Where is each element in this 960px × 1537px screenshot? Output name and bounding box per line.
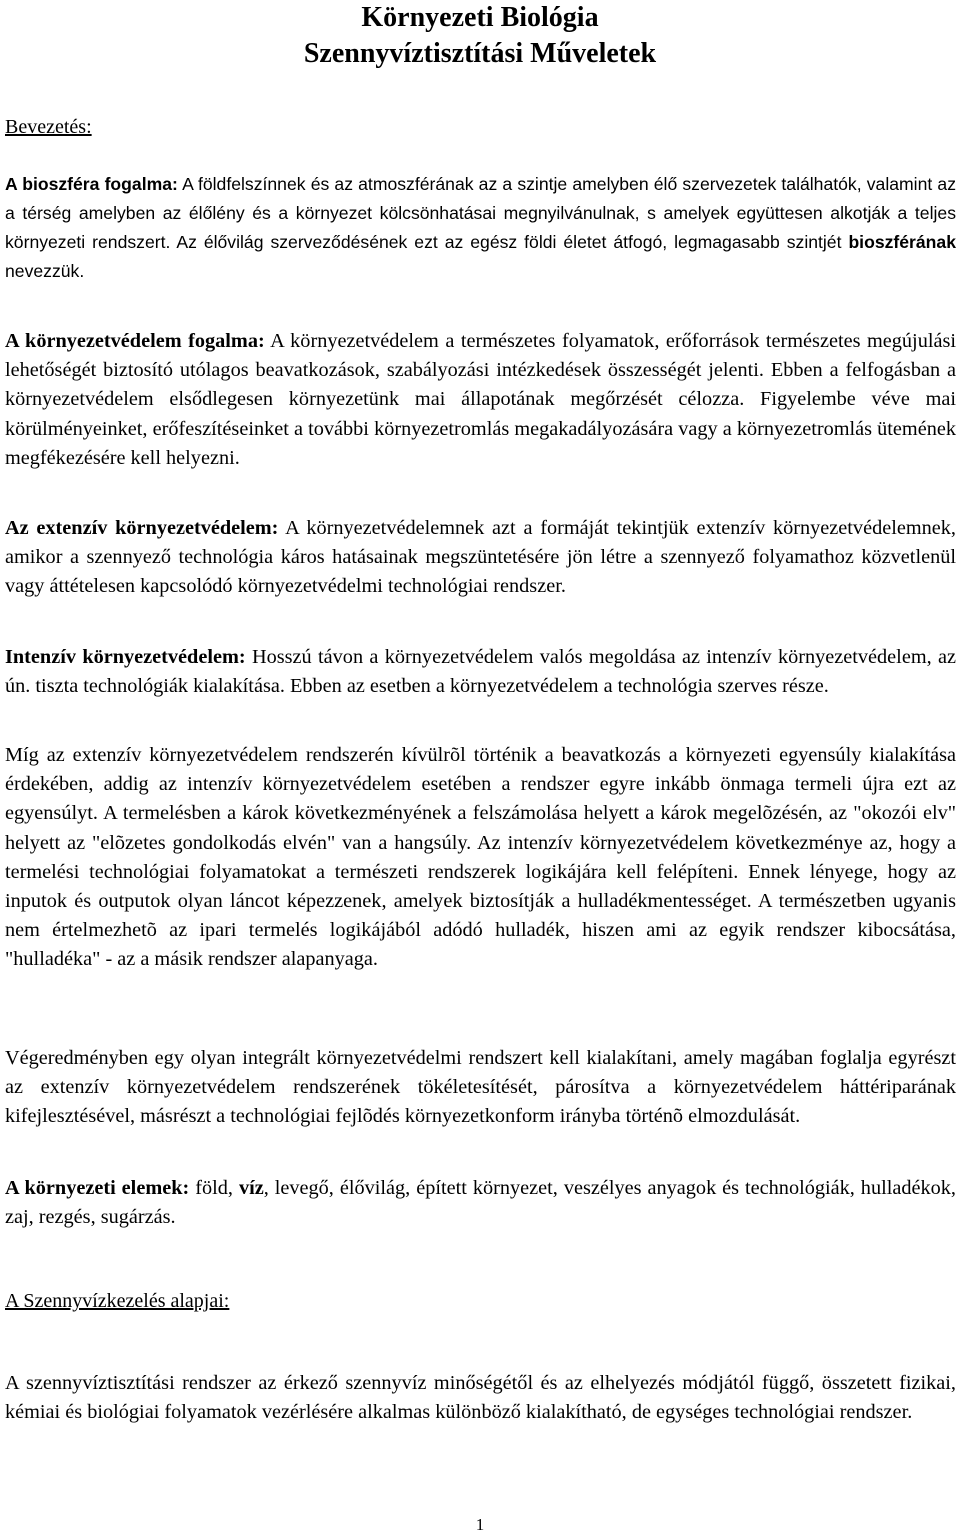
extensive-text: A környezetvédelemnek azt a formáját tekintjük extenzív környezetvédelemnek, amikor a szennyező technológia káros hatásainak megszüntetésére jön létre a szennyező folyamathoz közvetlenül vagy áttételesen kapcsolódó környezetvédelmi technológiai rendszer.	[5, 517, 956, 598]
biosphere-text-2: nevezzük.	[5, 261, 85, 281]
wastewater-paragraph	[5, 1369, 956, 1427]
wastewater-heading: A Szennyvízkezelés alapjai:	[5, 1290, 230, 1312]
biosphere-paragraph	[5, 170, 956, 286]
elements-bold-word: víz	[238, 1177, 264, 1199]
biosphere-bold-word: bioszférának	[848, 232, 956, 252]
wastewater-text: A szennyvíztisztítási rendszer az érkező szennyvíz minőségétől és az elhelyezés módjától függő, összetett fizikai, kémiai és biológiai folyamatok vezérlésére alkalmas különböző kialakítható, de egységes technológiai rendszer.	[5, 1372, 956, 1424]
intensive-paragraph	[5, 643, 956, 701]
extensive-paragraph	[5, 514, 956, 602]
biosphere-text-1: A földfelszínnek és az atmoszférának az a szintje amelyben élő szervezetek találhatók, valamint az a térség amelyben az élőlény és a környezet kölcsönhatásai megnyilvánulnak, s amelyek együttesen alkotják a teljes környezeti rendszert. Az élővilág szerveződésének ezt az egész földi életet átfogó, legmagasabb szintjét	[5, 174, 956, 252]
page-number: 1	[475, 1515, 485, 1534]
intensive-text: Hosszú távon a környezetvédelem valós megoldása az intenzív környezetvédelem, az ún. tiszta technológiák kialakítása. Ebben az esetben a környezetvédelem a technológia szerves része.	[5, 646, 957, 698]
env-protection-text: A környezetvédelem a természetes folyamatok, erőforrások természetes megújulási lehetőségét biztosító utólagos beavatkozások, szabályozási intézkedések összességét jelenti. Ebben a felfogásban a környezetvédelem elsődlegesen környezetünk mai állapotának megőrzését célozza. Figyelembe véve mai körülményeinket, erőfeszítéseinket a további környezetromlás megakadályozására vagy a környezetromlás ütemének megfékezésére kell helyezni.	[5, 330, 956, 469]
env-protection-paragraph	[5, 327, 956, 473]
extensive-term: Az extenzív környezetvédelem:	[5, 517, 279, 539]
document-title: Környezeti Biológia	[361, 2, 599, 33]
intro-heading: Bevezetés:	[5, 116, 92, 138]
elements-term: A környezeti elemek:	[5, 1177, 190, 1199]
conclusion-text: Végeredményben egy olyan integrált környezetvédelmi rendszert kell kialakítani, amely magában foglalja egyrészt az extenzív környezetvédelem rendszerének tökéletesítését, párosítva a környezetvédelem háttériparának kifejlesztésével, másrészt a technológiai fejlõdés környezetkonform irányba történõ elmozdulását.	[5, 1047, 956, 1128]
conclusion-paragraph	[5, 1044, 956, 1132]
comparison-paragraph	[5, 741, 956, 975]
elements-text-2: , levegő, élővilág, épített környezet, veszélyes anyagok és technológiák, hulladékok, zaj, rezgés, sugárzás.	[5, 1177, 956, 1229]
intensive-term: Intenzív környezetvédelem:	[5, 646, 246, 668]
env-protection-term: A környezetvédelem fogalma:	[5, 330, 265, 352]
biosphere-term: A bioszféra fogalma:	[5, 174, 178, 194]
comparison-text: Míg az extenzív környezetvédelem rendszerén kívülrõl történik a beavatkozás a környezeti egyensúly kialakítása érdekében, addig az intenzív környezetvédelem esetében a rendszer egyre inkább önmaga termeli újra ezt az egyensúlyt. A termelésben a károk következményének a felszámolása helyett a károk megelõzésén, az "okozói elv" helyett az "elõzetes gondolkodás elvén" van a hangsúly. Az intenzív környezetvédelem következménye az, hogy a termelési technológiai folyamatokat a természeti rendszerek logikájára kell felépíteni. Ennek lényege, hogy az inputok és outputok olyan láncot képezzenek, amelyek biztosítják a hulladékmentességet. A természetben ugyanis nem értelmezhetõ az ipari termelés logikájából adódó hulladék, hiszen ami az egyik rendszer kibocsátása, "hulladéka" - az a másik rendszer alapanyaga.	[5, 744, 956, 971]
elements-paragraph	[5, 1174, 956, 1232]
document-subtitle: Szennyvíztisztítási Műveletek	[303, 38, 657, 69]
elements-text-1: föld,	[189, 1177, 239, 1199]
